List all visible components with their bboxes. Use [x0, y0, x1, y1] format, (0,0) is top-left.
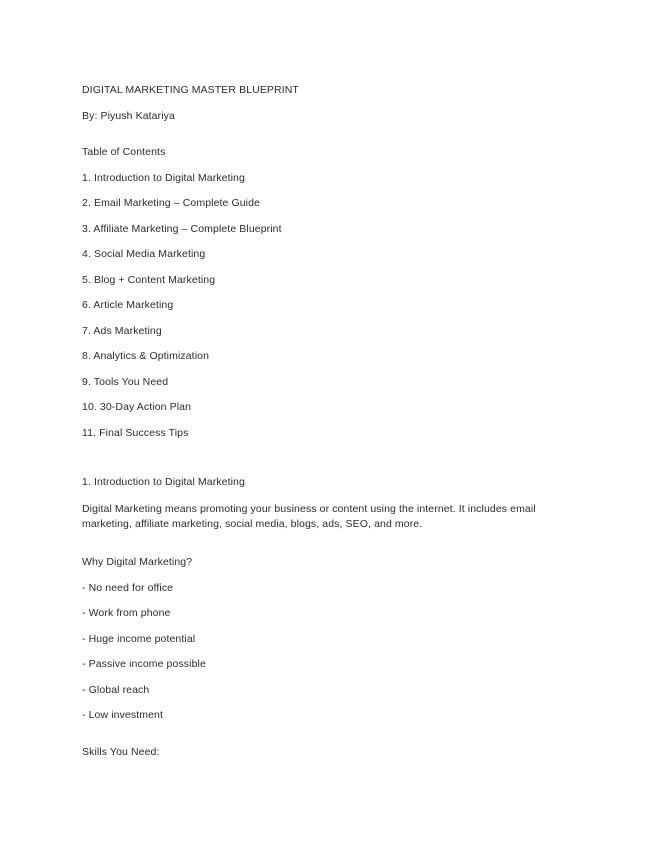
toc-item: 8. Analytics & Optimization	[82, 350, 210, 362]
toc-item: 11. Final Success Tips	[82, 426, 189, 439]
toc-item: 4. Social Media Marketing	[82, 248, 206, 260]
spacer-after-author	[82, 135, 540, 146]
toc-item: 5. Blog + Content Marketing	[82, 273, 216, 286]
toc-item: 2. Email Marketing – Complete Guide	[82, 197, 260, 209]
subheading-why-digital-marketing: Why Digital Marketing?	[82, 556, 193, 568]
benefit-item: - No need for office	[82, 581, 174, 594]
table-of-contents-list	[82, 172, 540, 440]
subheading-skills-you-need: Skills You Need:	[82, 745, 160, 758]
toc-item: 7. Ads Marketing	[82, 324, 162, 337]
benefits-list	[82, 582, 540, 723]
benefit-item: - Work from phone	[82, 607, 171, 619]
benefit-item: - Passive income possible	[82, 658, 206, 670]
table-of-contents-heading: Table of Contents	[82, 146, 166, 158]
spacer-before-why	[82, 545, 540, 556]
benefit-item: - Low investment	[82, 709, 163, 721]
benefit-item: - Global reach	[82, 683, 150, 696]
section-paragraph: Digital Marketing means promoting your business or content using the internet. It includes email marketing, affiliate marketing, social media, blogs, ads, SEO, and more.	[82, 502, 536, 530]
document-author: By: Piyush Katariya	[82, 109, 175, 122]
document-title: DIGITAL MARKETING MASTER BLUEPRINT	[82, 84, 299, 96]
toc-item: 10. 30-Day Action Plan	[82, 401, 192, 413]
toc-item: 1. Introduction to Digital Marketing	[82, 171, 245, 184]
toc-item: 9. Tools You Need	[82, 375, 169, 388]
benefit-item: - Huge income potential	[82, 632, 196, 645]
section-heading-introduction: 1. Introduction to Digital Marketing	[82, 476, 245, 488]
toc-item: 6. Article Marketing	[82, 299, 174, 311]
spacer-after-toc	[82, 452, 540, 476]
toc-item: 3. Affiliate Marketing – Complete Blueprint	[82, 222, 282, 235]
spacer-before-skills	[82, 735, 540, 746]
